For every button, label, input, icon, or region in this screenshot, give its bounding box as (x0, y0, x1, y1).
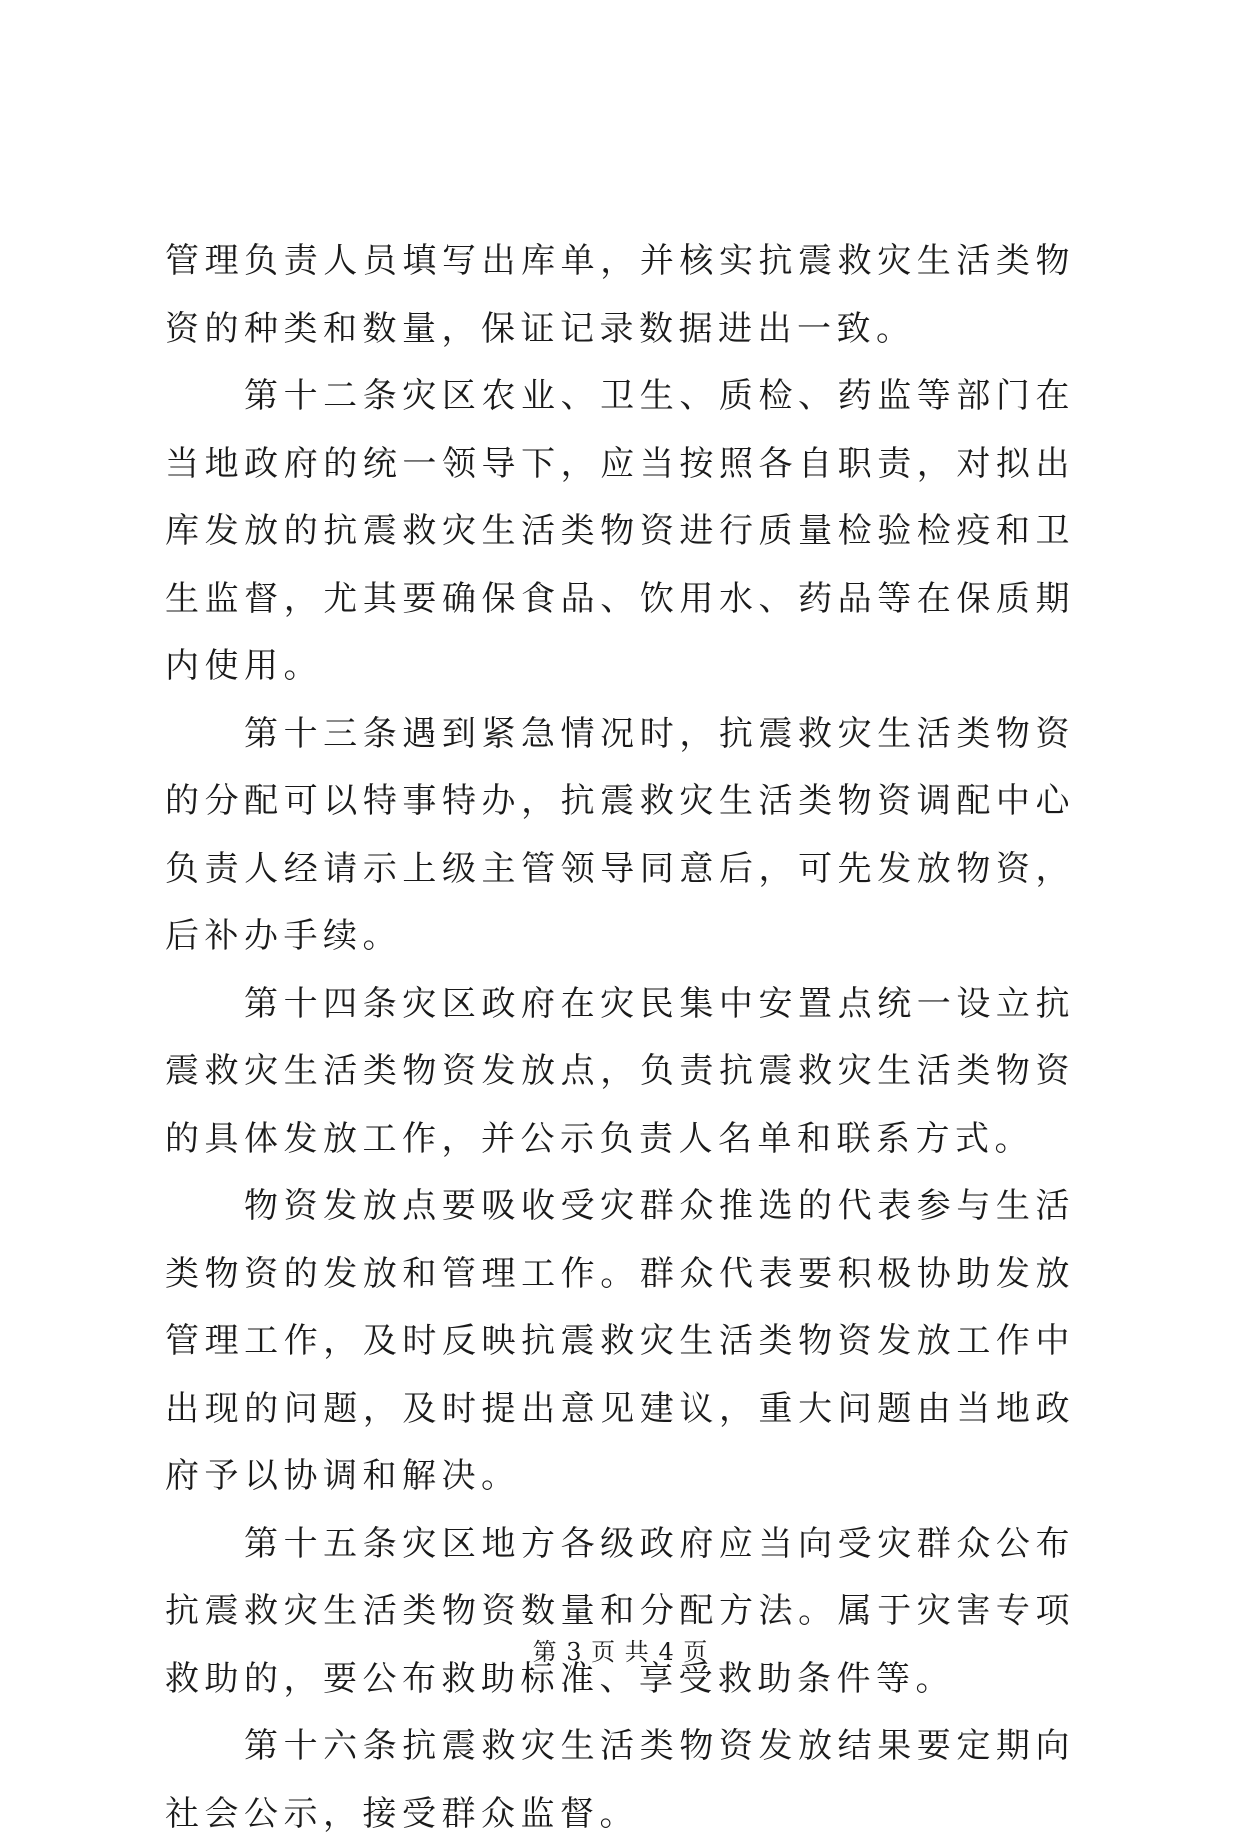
paragraph-article-15: 第十五条灾区地方各级政府应当向受灾群众公布抗震救灾生活类物资数量和分配方法。属于灾害专项救助的，要公布救助标准、享受救助条件等。 (165, 1523, 1075, 1699)
paragraph-article-14: 第十四条灾区政府在灾民集中安置点统一设立抗震救灾生活类物资发放点，负责抗震救灾生活类物资的具体发放工作，并公示负责人名单和联系方式。 (165, 983, 1075, 1159)
paragraph-article-12: 第十二条灾区农业、卫生、质检、药监等部门在当地政府的统一领导下，应当按照各自职责，对拟出库发放的抗震救灾生活类物资进行质量检验检疫和卫生监督，尤其要确保食品、饮用水、药品等在保质期内使用。 (165, 376, 1075, 686)
paragraph-1: 管理负责人员填写出库单，并核实抗震救灾生活类物资的种类和数量，保证记录数据进出一致。 (165, 241, 1075, 349)
page-footer (0, 1632, 1241, 1667)
paragraph-distribution-point: 物资发放点要吸收受灾群众推选的代表参与生活类物资的发放和管理工作。群众代表要积极协助发放管理工作，及时反映抗震救灾生活类物资发放工作中出现的问题，及时提出意见建议，重大问题由当地政府予以协调和解决。 (165, 1186, 1075, 1496)
document-body (165, 228, 1075, 1848)
paragraph-article-16: 第十六条抗震救灾生活类物资发放结果要定期向社会公示，接受群众监督。 (165, 1726, 1075, 1834)
paragraph-article-13: 第十三条遇到紧急情况时，抗震救灾生活类物资的分配可以特事特办，抗震救灾生活类物资调配中心负责人经请示上级主管领导同意后，可先发放物资，后补办手续。 (165, 713, 1075, 956)
page-number-label: 第 3 页 共 4 页 (532, 1638, 709, 1666)
